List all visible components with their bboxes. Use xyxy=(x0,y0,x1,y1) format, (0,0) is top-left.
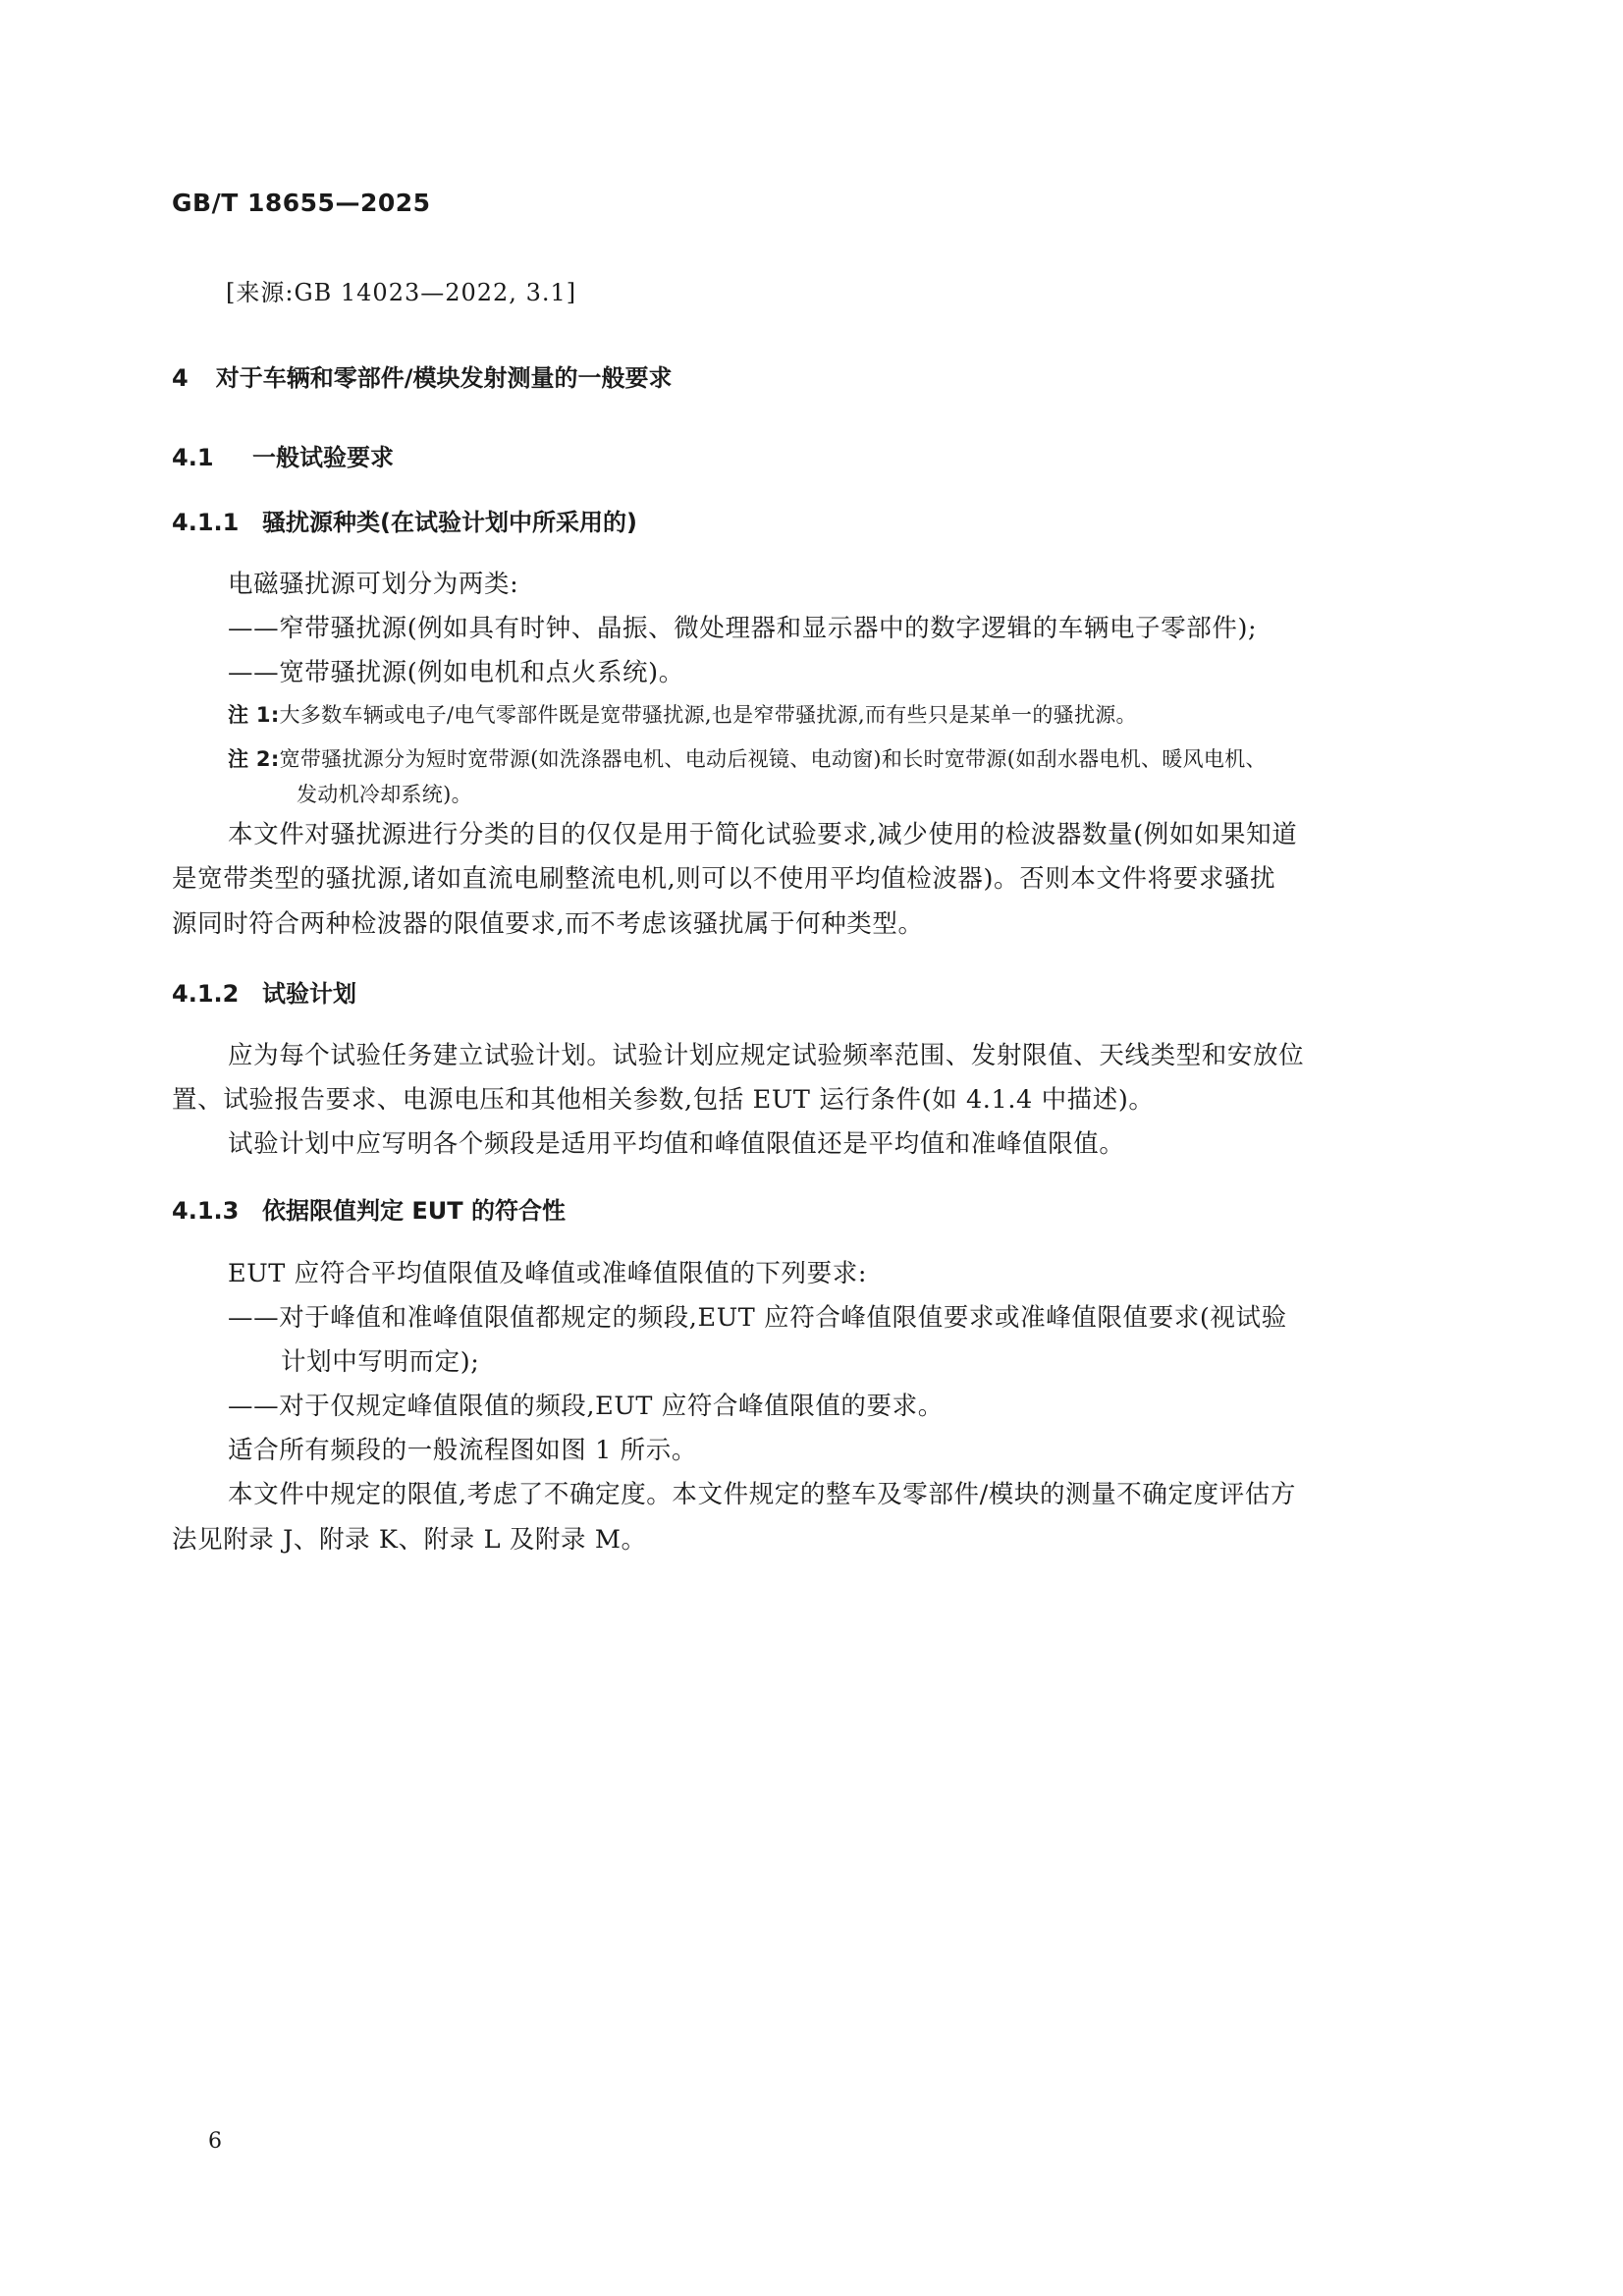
note-label: 注 1: xyxy=(228,703,280,727)
section-number: 4.1.1 xyxy=(172,509,240,536)
section-number: 4.1 xyxy=(172,444,214,471)
paragraph-line: 电磁骚扰源可划分为两类: xyxy=(228,570,519,599)
list-item: ——宽带骚扰源(例如电机和点火系统)。 xyxy=(228,658,684,687)
note-2 xyxy=(228,743,1267,773)
list-item-continued: 计划中写明而定); xyxy=(281,1347,480,1377)
section-number: 4 xyxy=(172,364,189,392)
paragraph-line: 本文件中规定的限值,考虑了不确定度。本文件规定的整车及零部件/模块的测量不确定度评估方 xyxy=(228,1480,1296,1509)
source-reference: [来源:GB 14023—2022, 3.1] xyxy=(226,279,577,306)
paragraph-line: 置、试验报告要求、电源电压和其他相关参数,包括 EUT 运行条件(如 4.1.4 中描述)。 xyxy=(172,1085,1155,1115)
standard-number: GB/T 18655—2025 xyxy=(172,189,431,217)
section-4-1-2-heading xyxy=(172,974,356,1009)
note-1 xyxy=(228,699,1137,729)
section-number: 4.1.2 xyxy=(172,980,240,1008)
section-4-heading xyxy=(172,358,672,393)
paragraph-line: 法见附录 J、附录 K、附录 L 及附录 M。 xyxy=(172,1525,647,1555)
paragraph-line: EUT 应符合平均值限值及峰值或准峰值限值的下列要求: xyxy=(228,1259,868,1288)
section-title: 对于车辆和零部件/模块发射测量的一般要求 xyxy=(215,364,673,392)
paragraph-line: 应为每个试验任务建立试验计划。试验计划应规定试验频率范围、发射限值、天线类型和安放位 xyxy=(228,1041,1305,1070)
list-item: ——窄带骚扰源(例如具有时钟、晶振、微处理器和显示器中的数字逻辑的车辆电子零部件); xyxy=(228,614,1258,643)
paragraph-line: 源同时符合两种检波器的限值要求,而不考虑该骚扰属于何种类型。 xyxy=(172,909,924,939)
section-title: 骚扰源种类(在试验计划中所采用的) xyxy=(262,509,637,536)
paragraph-line: 试验计划中应写明各个频段是适用平均值和峰值限值还是平均值和准峰值限值。 xyxy=(228,1129,1125,1159)
section-title: 试验计划 xyxy=(262,980,356,1008)
section-4-1-3-heading xyxy=(172,1191,566,1226)
note-text: 宽带骚扰源分为短时宽带源(如洗涤器电机、电动后视镜、电动窗)和长时宽带源(如刮水器电机、暖风电机、 xyxy=(279,747,1267,771)
paragraph-line: 本文件对骚扰源进行分类的目的仅仅是用于简化试验要求,减少使用的检波器数量(例如如果知道 xyxy=(228,820,1298,849)
note-text: 大多数车辆或电子/电气零部件既是宽带骚扰源,也是窄带骚扰源,而有些只是某单一的骚扰源。 xyxy=(279,703,1137,727)
note-text-continued: 发动机冷却系统)。 xyxy=(297,783,472,806)
section-title: 一般试验要求 xyxy=(252,444,394,471)
page-number: 6 xyxy=(208,2129,222,2154)
note-label: 注 2: xyxy=(228,747,280,771)
paragraph-line: 适合所有频段的一般流程图如图 1 所示。 xyxy=(228,1436,697,1465)
list-item: ——对于仅规定峰值限值的频段,EUT 应符合峰值限值的要求。 xyxy=(228,1392,944,1421)
section-4-1-heading xyxy=(172,438,394,472)
section-number: 4.1.3 xyxy=(172,1197,240,1225)
section-4-1-1-heading xyxy=(172,503,637,537)
section-title: 依据限值判定 EUT 的符合性 xyxy=(262,1197,566,1225)
list-item: ——对于峰值和准峰值限值都规定的频段,EUT 应符合峰值限值要求或准峰值限值要求(视试验 xyxy=(228,1303,1287,1333)
paragraph-line: 是宽带类型的骚扰源,诸如直流电刷整流电机,则可以不使用平均值检波器)。否则本文件将要求骚扰 xyxy=(172,864,1276,894)
